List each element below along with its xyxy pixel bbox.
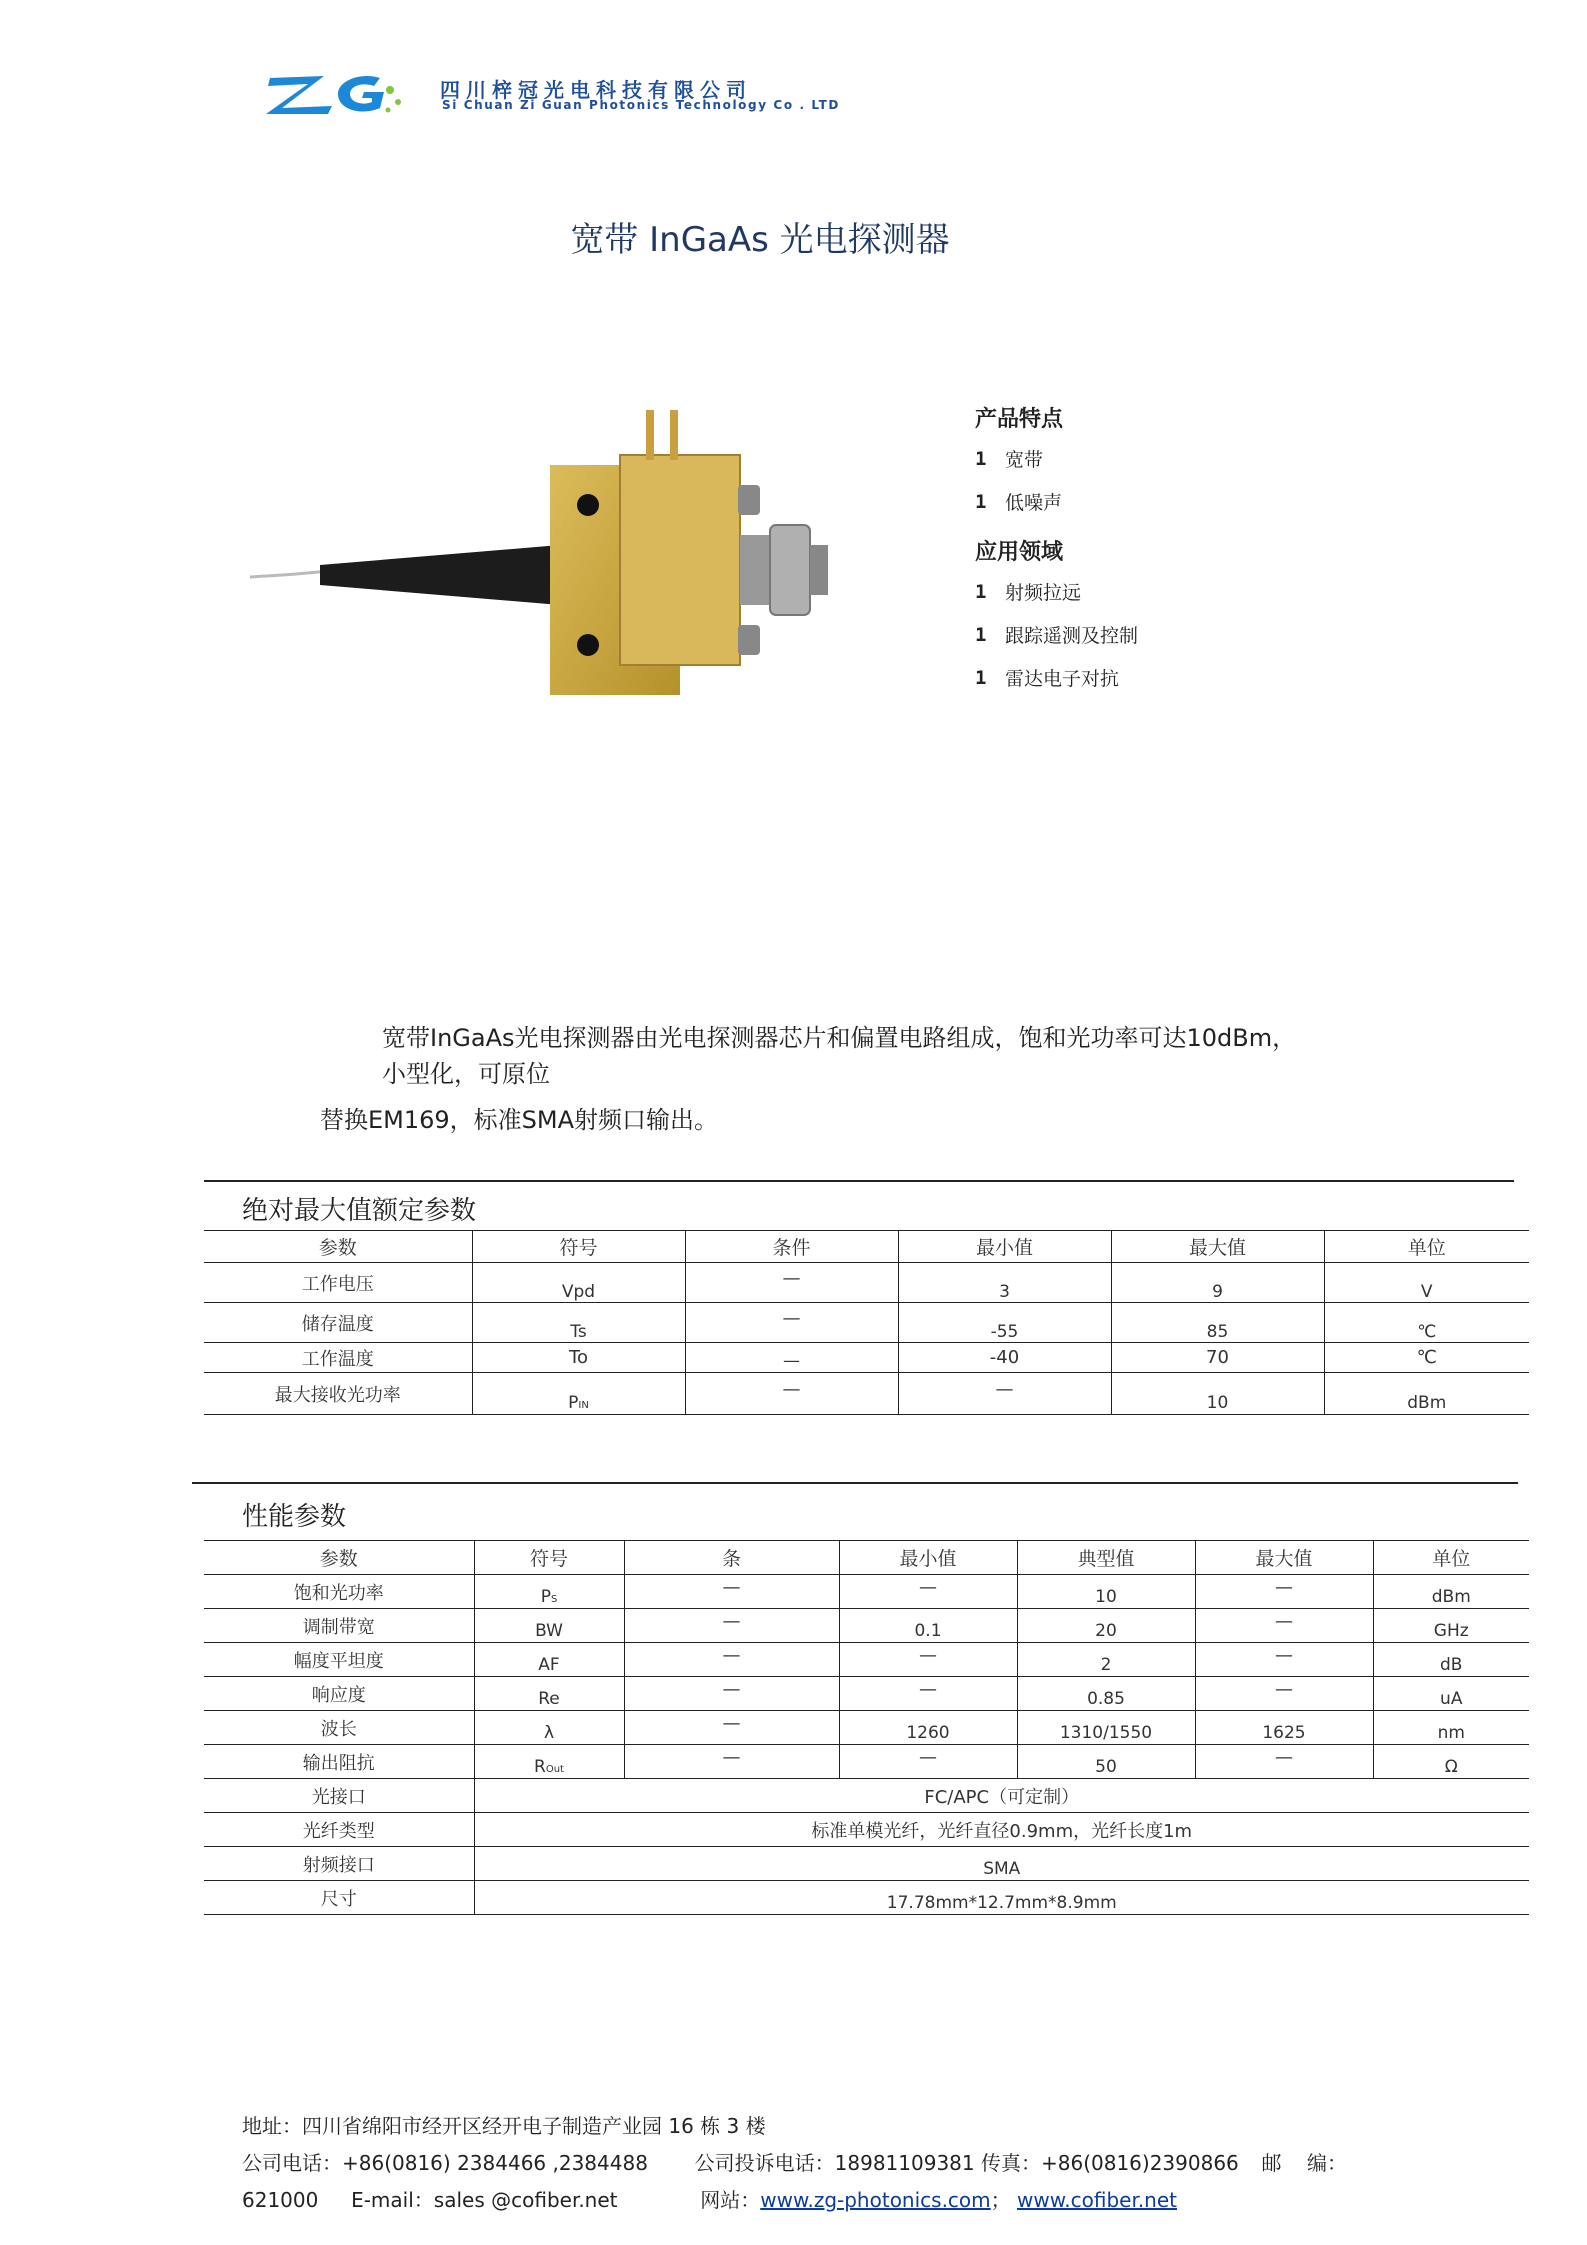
merged-value: 17.78mm*12.7mm*8.9mm xyxy=(886,1892,1117,1913)
footer xyxy=(242,2110,1347,2221)
phone-value: +86(0816) 2384466 ,2384488 xyxy=(342,2151,648,2175)
param-cell: 饱和光功率 xyxy=(204,1575,474,1609)
cond-cell xyxy=(624,1677,839,1711)
max-value: 85 xyxy=(1206,1321,1229,1342)
cond-cell xyxy=(624,1575,839,1609)
max-cell xyxy=(1195,1745,1373,1779)
bullet-marker: 1 xyxy=(975,580,987,603)
col-header: 参数 xyxy=(204,1541,474,1575)
unit-cell xyxy=(1324,1263,1529,1303)
fax-value: +86(0816)2390866 xyxy=(1041,2151,1239,2175)
table-row xyxy=(204,1609,1529,1643)
symbol-value: Ts xyxy=(570,1321,587,1342)
symbol-cell xyxy=(474,1745,624,1779)
symbol-value: Vpd xyxy=(561,1281,596,1302)
unit-cell xyxy=(1324,1373,1529,1415)
max-cell xyxy=(1195,1575,1373,1609)
unit-cell xyxy=(1324,1303,1529,1343)
col-header: 符号 xyxy=(474,1541,624,1575)
application-item xyxy=(975,621,1138,648)
table-row xyxy=(204,1575,1529,1609)
typ-value: 0.85 xyxy=(1087,1688,1125,1709)
cond-cell xyxy=(624,1643,839,1677)
min-value: -55 xyxy=(990,1321,1019,1342)
dash-value: — xyxy=(919,1645,937,1666)
merged-value-cell xyxy=(474,1881,1529,1915)
cond-cell xyxy=(685,1303,898,1343)
max-value: 1625 xyxy=(1262,1722,1306,1743)
section-rule xyxy=(204,1180,1514,1182)
symbol-value: Re xyxy=(538,1688,560,1709)
max-cell: 70 xyxy=(1111,1343,1324,1373)
unit-cell xyxy=(1373,1643,1529,1677)
product-photo xyxy=(250,405,830,695)
typ-cell xyxy=(1017,1575,1195,1609)
cond-cell xyxy=(685,1343,898,1373)
table-row xyxy=(204,1847,1529,1881)
cond-cell xyxy=(685,1373,898,1415)
company-name-cn: 四川梓冠光电科技有限公司 xyxy=(440,78,752,102)
dash-value: — xyxy=(722,1679,741,1700)
cond-cell xyxy=(624,1711,839,1745)
unit-cell xyxy=(1373,1609,1529,1643)
application-item xyxy=(975,578,1138,605)
website-link-1[interactable]: www.zg-photonics.com xyxy=(760,2188,991,2212)
min-value: 3 xyxy=(999,1281,1010,1302)
table-row xyxy=(204,1779,1529,1813)
symbol-cell xyxy=(474,1711,624,1745)
table-row xyxy=(204,1677,1529,1711)
table-header-row xyxy=(204,1541,1529,1575)
symbol-cell xyxy=(472,1373,685,1415)
description-line: 宽带InGaAs光电探测器由光电探测器芯片和偏置电路组成，饱和光功率可达10dBm， xyxy=(382,1024,1297,1052)
unit-cell xyxy=(1373,1575,1529,1609)
typ-value: 20 xyxy=(1095,1620,1117,1641)
table-row xyxy=(204,1881,1529,1915)
complaint-label: 公司投诉电话： xyxy=(694,2151,835,2175)
fax-label: 传真： xyxy=(981,2151,1041,2175)
max-value: 10 xyxy=(1206,1392,1229,1413)
typ-cell xyxy=(1017,1643,1195,1677)
dash-value: — xyxy=(782,1308,801,1329)
dash-value: — xyxy=(722,1645,741,1666)
param-cell: 输出阻抗 xyxy=(204,1745,474,1779)
param-cell: 光接口 xyxy=(204,1779,474,1813)
col-header: 符号 xyxy=(472,1231,685,1263)
symbol-value xyxy=(568,1375,589,1413)
feature-label: 宽带 xyxy=(1005,449,1044,471)
applications-heading: 应用领域 xyxy=(975,540,1064,565)
table-row xyxy=(204,1303,1529,1343)
document-title: 宽带 InGaAs 光电探测器 xyxy=(570,220,950,260)
footer-contact-line xyxy=(242,2184,1347,2213)
bullet-marker: 1 xyxy=(975,447,987,470)
application-label: 射频拉远 xyxy=(1005,582,1082,604)
dash-value: — xyxy=(783,1350,800,1371)
feature-item xyxy=(975,445,1138,472)
dash-value: — xyxy=(919,1577,937,1598)
dash-value: — xyxy=(1275,1645,1293,1666)
unit-value: GHz xyxy=(1433,1620,1469,1641)
dash-value: — xyxy=(782,1268,801,1289)
cond-cell xyxy=(624,1609,839,1643)
min-cell xyxy=(898,1303,1111,1343)
col-header: 条件 xyxy=(685,1231,898,1263)
unit-value: nm xyxy=(1437,1722,1465,1743)
max-cell xyxy=(1111,1373,1324,1415)
table-row xyxy=(204,1643,1529,1677)
col-header: 最大值 xyxy=(1111,1231,1324,1263)
col-header: 最小值 xyxy=(839,1541,1017,1575)
col-header: 最小值 xyxy=(898,1231,1111,1263)
min-cell xyxy=(839,1711,1017,1745)
param-cell: 射频接口 xyxy=(204,1847,474,1881)
dash-value: — xyxy=(722,1747,741,1768)
unit-cell xyxy=(1373,1745,1529,1779)
cond-cell xyxy=(685,1263,898,1303)
table-row xyxy=(204,1745,1529,1779)
symbol-main: R xyxy=(534,1756,546,1777)
application-label: 跟踪遥测及控制 xyxy=(1005,625,1139,647)
param-cell: 光纤类型 xyxy=(204,1813,474,1847)
min-value: 0.1 xyxy=(914,1620,942,1641)
param-cell: 工作电压 xyxy=(204,1263,472,1303)
application-label: 雷达电子对抗 xyxy=(1005,668,1120,690)
symbol-value: AF xyxy=(538,1654,560,1675)
max-cell xyxy=(1195,1677,1373,1711)
col-header: 参数 xyxy=(204,1231,472,1263)
param-cell: 尺寸 xyxy=(204,1881,474,1915)
max-cell xyxy=(1111,1263,1324,1303)
bullet-marker: 1 xyxy=(975,623,987,646)
typ-cell xyxy=(1017,1711,1195,1745)
typ-value: 50 xyxy=(1095,1756,1117,1777)
section-rule xyxy=(192,1482,1518,1484)
symbol-subscript: S xyxy=(550,1593,558,1605)
table-row xyxy=(204,1343,1529,1373)
unit-value: Ω xyxy=(1444,1756,1458,1777)
features-heading: 产品特点 xyxy=(975,407,1064,432)
min-cell xyxy=(839,1575,1017,1609)
dash-value: — xyxy=(919,1747,937,1768)
unit-cell xyxy=(1373,1711,1529,1745)
dash-value: — xyxy=(919,1679,937,1700)
merged-value: SMA xyxy=(983,1858,1021,1879)
dash-value: — xyxy=(995,1379,1014,1400)
max-cell xyxy=(1111,1303,1324,1343)
typ-cell xyxy=(1017,1677,1195,1711)
param-cell: 储存温度 xyxy=(204,1303,472,1343)
email-label: E-mail： xyxy=(351,2188,434,2212)
typ-value: 2 xyxy=(1100,1654,1112,1675)
symbol-value xyxy=(534,1747,564,1777)
max-cell xyxy=(1195,1711,1373,1745)
param-cell: 波长 xyxy=(204,1711,474,1745)
unit-value: uA xyxy=(1440,1688,1463,1709)
max-cell xyxy=(1195,1609,1373,1643)
param-cell: 响应度 xyxy=(204,1677,474,1711)
merged-value-cell xyxy=(474,1847,1529,1881)
min-cell xyxy=(839,1609,1017,1643)
web-separator: ； xyxy=(990,2188,1011,2212)
table-row xyxy=(204,1263,1529,1303)
dash-value: — xyxy=(1275,1679,1293,1700)
min-value: 1260 xyxy=(906,1722,950,1743)
company-logo xyxy=(262,68,422,120)
perf-table-title: 性能参数 xyxy=(242,1502,347,1532)
min-cell xyxy=(839,1677,1017,1711)
param-cell: 最大接收光功率 xyxy=(204,1373,472,1415)
typ-cell xyxy=(1017,1745,1195,1779)
param-cell: 工作温度 xyxy=(204,1343,472,1373)
symbol-subscript: Out xyxy=(545,1763,564,1775)
table-row xyxy=(204,1813,1529,1847)
symbol-cell xyxy=(472,1303,685,1343)
postal-label: 邮 编： xyxy=(1261,2151,1347,2175)
unit-value: dBm xyxy=(1407,1392,1447,1413)
footer-contact-line xyxy=(242,2147,1347,2176)
symbol-value: λ xyxy=(543,1722,555,1743)
symbol-cell xyxy=(474,1609,624,1643)
merged-value-cell: 标准单模光纤，光纤直径0.9mm，光纤长度1m xyxy=(474,1813,1529,1847)
application-item xyxy=(975,664,1138,691)
web-label: 网站： xyxy=(700,2188,761,2212)
table-row xyxy=(204,1373,1529,1415)
unit-value: ℃ xyxy=(1417,1321,1437,1342)
symbol-cell: To xyxy=(472,1343,685,1373)
col-header: 单位 xyxy=(1324,1231,1529,1263)
col-header: 条 xyxy=(624,1541,839,1575)
abs-table-title: 绝对最大值额定参数 xyxy=(242,1196,477,1226)
symbol-value: BW xyxy=(535,1620,563,1641)
symbol-subscript: IN xyxy=(578,1399,589,1411)
typ-cell xyxy=(1017,1609,1195,1643)
symbol-cell xyxy=(474,1575,624,1609)
website-link-2[interactable]: www.cofiber.net xyxy=(1017,2188,1178,2212)
footer-address: 地址：四川省绵阳市经开区经开电子制造产业园 16 栋 3 楼 xyxy=(242,2114,766,2138)
min-cell xyxy=(898,1373,1111,1415)
dash-value: — xyxy=(722,1713,741,1734)
phone-label: 公司电话： xyxy=(242,2151,342,2175)
symbol-cell xyxy=(474,1677,624,1711)
table-row xyxy=(204,1711,1529,1745)
dash-value: — xyxy=(782,1379,801,1400)
symbol-cell xyxy=(474,1643,624,1677)
max-value: 9 xyxy=(1212,1281,1223,1302)
bullet-marker: 1 xyxy=(975,490,987,513)
company-name-en: Si Chuan Zi Guan Photonics Technology Co . LTD xyxy=(442,98,840,112)
col-header: 最大值 xyxy=(1195,1541,1373,1575)
unit-value: V xyxy=(1420,1281,1433,1302)
dash-value: — xyxy=(722,1577,741,1598)
email-value: sales @cofiber.net xyxy=(433,2188,618,2212)
symbol-main: P xyxy=(540,1586,551,1607)
dash-value: — xyxy=(1275,1747,1293,1768)
description-line: 替换EM169，标准SMA射频口输出。 xyxy=(320,1106,719,1134)
postal-value: 621000 xyxy=(242,2188,319,2212)
typ-value: 1310/1550 xyxy=(1059,1722,1153,1743)
symbol-main: P xyxy=(568,1392,579,1413)
col-header: 单位 xyxy=(1373,1541,1529,1575)
min-cell xyxy=(839,1643,1017,1677)
min-cell xyxy=(839,1745,1017,1779)
symbol-value xyxy=(541,1577,558,1607)
bullet-marker: 1 xyxy=(975,666,987,689)
symbol-cell xyxy=(472,1263,685,1303)
unit-cell: ℃ xyxy=(1324,1343,1529,1373)
complaint-value: 18981109381 xyxy=(834,2151,975,2175)
feature-item xyxy=(975,488,1138,515)
dash-value: — xyxy=(722,1611,741,1632)
unit-value: dBm xyxy=(1431,1586,1471,1607)
min-cell xyxy=(898,1263,1111,1303)
dash-value: — xyxy=(1275,1611,1293,1632)
col-header: 典型值 xyxy=(1017,1541,1195,1575)
table-header-row xyxy=(204,1231,1529,1263)
features-panel xyxy=(975,402,1138,707)
param-cell: 调制带宽 xyxy=(204,1609,474,1643)
unit-value: dB xyxy=(1440,1654,1463,1675)
param-cell: 幅度平坦度 xyxy=(204,1643,474,1677)
min-cell: -40 xyxy=(898,1343,1111,1373)
abs-max-table xyxy=(204,1230,1529,1415)
feature-label: 低噪声 xyxy=(1005,492,1063,514)
max-cell xyxy=(1195,1643,1373,1677)
merged-value-cell: FC/APC（可定制） xyxy=(474,1779,1529,1813)
description-line: 小型化，可原位 xyxy=(382,1060,550,1088)
cond-cell xyxy=(624,1745,839,1779)
performance-table xyxy=(204,1540,1529,1915)
typ-value: 10 xyxy=(1095,1586,1117,1607)
dash-value: — xyxy=(1275,1577,1293,1598)
unit-cell xyxy=(1373,1677,1529,1711)
